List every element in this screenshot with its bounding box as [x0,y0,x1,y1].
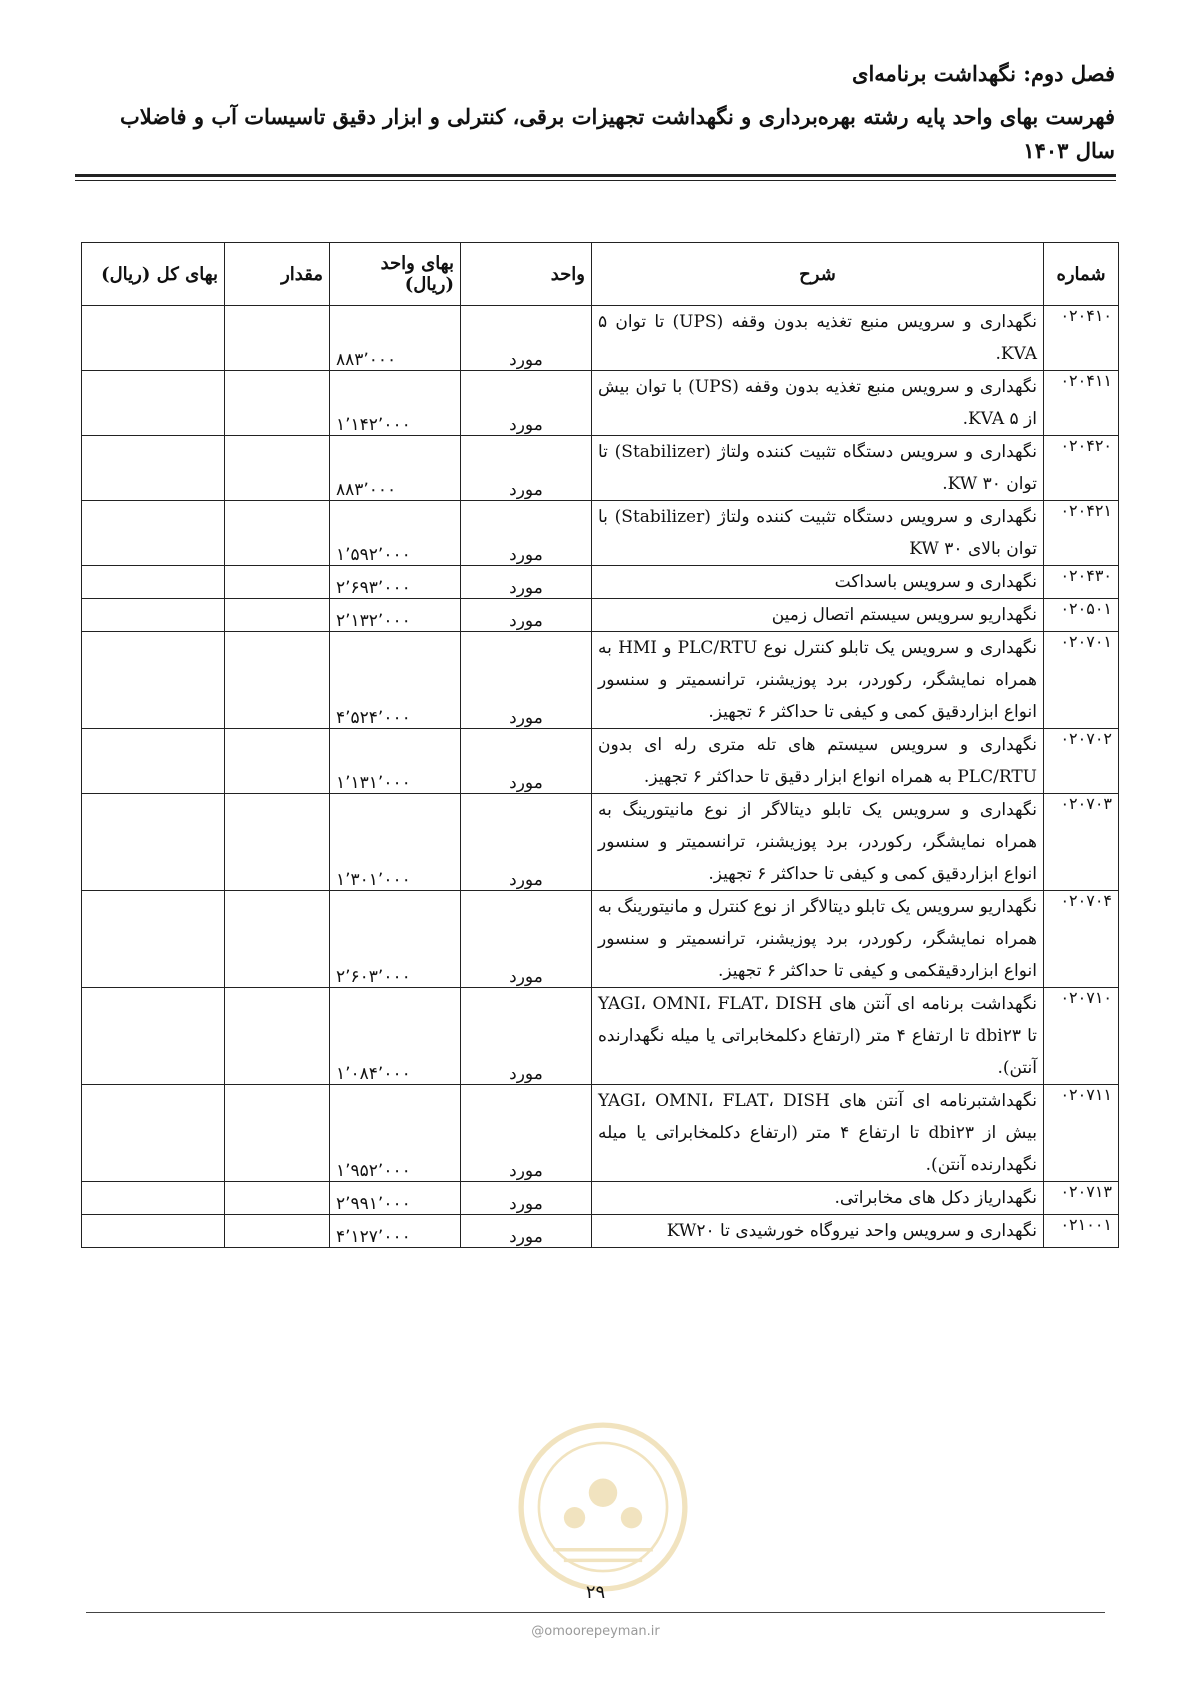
row-description: نگهداری و سرویس دستگاه تثبیت کننده ولتاژ (Stabilizer) با توان بالای ۳۰ KW [592,501,1044,566]
row-description: نگهداریاز دکل های مخابراتی. [592,1182,1044,1215]
table-row [82,891,1119,988]
row-number: ۰۲۰۴۲۰ [1044,436,1119,501]
row-quantity [225,1215,330,1248]
row-description: نگهداری و سرویس یک تابلو دیتالاگر از نوع مانیتورینگ به همراه نمایشگر، رکوردر، برد پوزیشنر، ترانسمیتر و سنسور انواع ابزاردقیق کمی و کیفی تا حداکثر ۶ تجهیز. [592,794,1044,891]
row-number: ۰۲۰۷۱۱ [1044,1085,1119,1182]
row-quantity [225,632,330,729]
row-unit-price: ۱٬۱۴۲٬۰۰۰ [330,371,461,436]
row-description: نگهداری و سرویس دستگاه تثبیت کننده ولتاژ (Stabilizer) تا توان ۳۰ KW. [592,436,1044,501]
table-row [82,988,1119,1085]
table-header-row [82,243,1119,306]
row-total-price [82,794,225,891]
row-unit: مورد [461,371,592,436]
row-total-price [82,371,225,436]
row-description: نگهداری و سرویس سیستم های تله متری رله ای بدون PLC/RTU به همراه انواع ابزار دقیق تا حداکثر ۶ تجهیز. [592,729,1044,794]
row-total-price [82,1182,225,1215]
row-total-price [82,599,225,632]
row-number: ۰۲۰۵۰۱ [1044,599,1119,632]
row-quantity [225,1085,330,1182]
row-number: ۰۲۰۴۲۱ [1044,501,1119,566]
header-quantity: مقدار [225,243,330,306]
row-unit: مورد [461,1085,592,1182]
row-description: نگهداری و سرویس منبع تغذیه بدون وقفه (UPS) با توان بیش از ۵ KVA. [592,371,1044,436]
row-total-price [82,632,225,729]
row-number: ۰۲۰۴۱۱ [1044,371,1119,436]
row-unit-price: ۱٬۹۵۲٬۰۰۰ [330,1085,461,1182]
row-number: ۰۲۱۰۰۱ [1044,1215,1119,1248]
row-unit-price: ۲٬۶۰۳٬۰۰۰ [330,891,461,988]
row-number: ۰۲۰۷۱۳ [1044,1182,1119,1215]
row-description: نگهداری و سرویس منبع تغذیه بدون وقفه (UPS) تا توان ۵ KVA. [592,306,1044,371]
table-row [82,501,1119,566]
row-quantity [225,501,330,566]
row-unit: مورد [461,632,592,729]
table-row [82,599,1119,632]
page-number: ۲۹ [585,1582,606,1603]
row-total-price [82,501,225,566]
row-unit: مورد [461,1182,592,1215]
row-unit: مورد [461,566,592,599]
row-quantity [225,891,330,988]
row-quantity [225,566,330,599]
row-quantity [225,729,330,794]
row-quantity [225,436,330,501]
row-total-price [82,1085,225,1182]
row-total-price [82,1215,225,1248]
row-unit-price: ۲٬۶۹۳٬۰۰۰ [330,566,461,599]
table-row [82,306,1119,371]
header-rule-thin [75,180,1116,181]
row-description: نگهداریو سرویس یک تابلو دیتالاگر از نوع کنترل و مانیتورینگ به همراه نمایشگر، رکوردر، برد پوزیشنر، ترانسمیتر و سنسور انواع ابزاردقیقکمی و کیفی تا حداکثر ۶ تجهیز. [592,891,1044,988]
row-quantity [225,1182,330,1215]
row-unit: مورد [461,436,592,501]
row-unit: مورد [461,1215,592,1248]
table-row [82,1215,1119,1248]
document-subtitle: فهرست بهای واحد پایه رشته بهره‌برداری و نگهداشت تجهیزات برقی، کنترلی و ابزار دقیق تاسیسات آب و فاضلاب سال ۱۴۰۳ [119,104,1115,163]
row-description: نگهداشتبرنامه ای آنتن های YAGI، OMNI، FLAT، DISH بیش از dbi۲۳ تا ارتفاع ۴ متر (ارتفاع دکلمخابراتی یا میله نگهدارنده آنتن). [592,1085,1044,1182]
row-quantity [225,371,330,436]
row-unit-price: ۱٬۵۹۲٬۰۰۰ [330,501,461,566]
header-unit-price: بهای واحد (ریال) [330,243,461,306]
row-quantity [225,306,330,371]
price-table [81,242,1119,1248]
row-unit-price: ۱٬۳۰۱٬۰۰۰ [330,794,461,891]
row-number: ۰۲۰۴۱۰ [1044,306,1119,371]
row-number: ۰۲۰۷۰۴ [1044,891,1119,988]
row-unit: مورد [461,891,592,988]
row-quantity [225,794,330,891]
table-row [82,1182,1119,1215]
row-total-price [82,566,225,599]
row-number: ۰۲۰۷۰۲ [1044,729,1119,794]
table-row [82,371,1119,436]
row-unit: مورد [461,729,592,794]
table-row [82,632,1119,729]
row-unit-price: ۴٬۵۲۴٬۰۰۰ [330,632,461,729]
row-unit-price: ۴٬۱۲۷٬۰۰۰ [330,1215,461,1248]
site-handle: @omoorepeyman.ir [531,1624,660,1639]
row-description: نگهداریو سرویس سیستم اتصال زمین [592,599,1044,632]
row-unit-price: ۱٬۱۳۱٬۰۰۰ [330,729,461,794]
row-total-price [82,729,225,794]
row-total-price [82,988,225,1085]
chapter-title: فصل دوم: نگهداشت برنامه‌ای [852,61,1115,86]
header-unit: واحد [461,243,592,306]
header-number: شماره [1044,243,1119,306]
row-total-price [82,891,225,988]
row-unit: مورد [461,599,592,632]
row-description: نگهداشت برنامه ای آنتن های YAGI، OMNI، FLAT، DISH تا dbi۲۳ تا ارتفاع ۴ متر (ارتفاع دکلمخابراتی یا میله نگهدارنده آنتن). [592,988,1044,1085]
footer-rule [86,1612,1105,1613]
page-header [76,58,1115,168]
row-unit-price: ۱٬۰۸۴٬۰۰۰ [330,988,461,1085]
row-unit: مورد [461,794,592,891]
table-row [82,436,1119,501]
row-description: نگهداری و سرویس باسداکت [592,566,1044,599]
row-unit: مورد [461,501,592,566]
row-unit-price: ۸۸۳٬۰۰۰ [330,436,461,501]
table-row [82,566,1119,599]
row-unit-price: ۲٬۱۳۲٬۰۰۰ [330,599,461,632]
table-row [82,1085,1119,1182]
row-number: ۰۲۰۷۰۱ [1044,632,1119,729]
row-description: نگهداری و سرویس یک تابلو کنترل نوع PLC/RTU و HMI به همراه نمایشگر، رکوردر، برد پوزیشنر، ترانسمیتر و سنسور انواع ابزاردقیق کمی و کیفی تا حداکثر ۶ تجهیز. [592,632,1044,729]
row-description: نگهداری و سرویس واحد نیروگاه خورشیدی تا KW۲۰ [592,1215,1044,1248]
row-unit-price: ۸۸۳٬۰۰۰ [330,306,461,371]
row-total-price [82,436,225,501]
header-description: شرح [592,243,1044,306]
row-unit: مورد [461,306,592,371]
header-rule-thick [75,174,1116,177]
header-total-price: بهای کل (ریال) [82,243,225,306]
row-number: ۰۲۰۷۰۳ [1044,794,1119,891]
row-number: ۰۲۰۴۳۰ [1044,566,1119,599]
row-quantity [225,599,330,632]
table-row [82,794,1119,891]
row-unit: مورد [461,988,592,1085]
seal-logo-icon [514,1418,692,1596]
row-number: ۰۲۰۷۱۰ [1044,988,1119,1085]
row-unit-price: ۲٬۹۹۱٬۰۰۰ [330,1182,461,1215]
row-total-price [82,306,225,371]
row-quantity [225,988,330,1085]
table-row [82,729,1119,794]
